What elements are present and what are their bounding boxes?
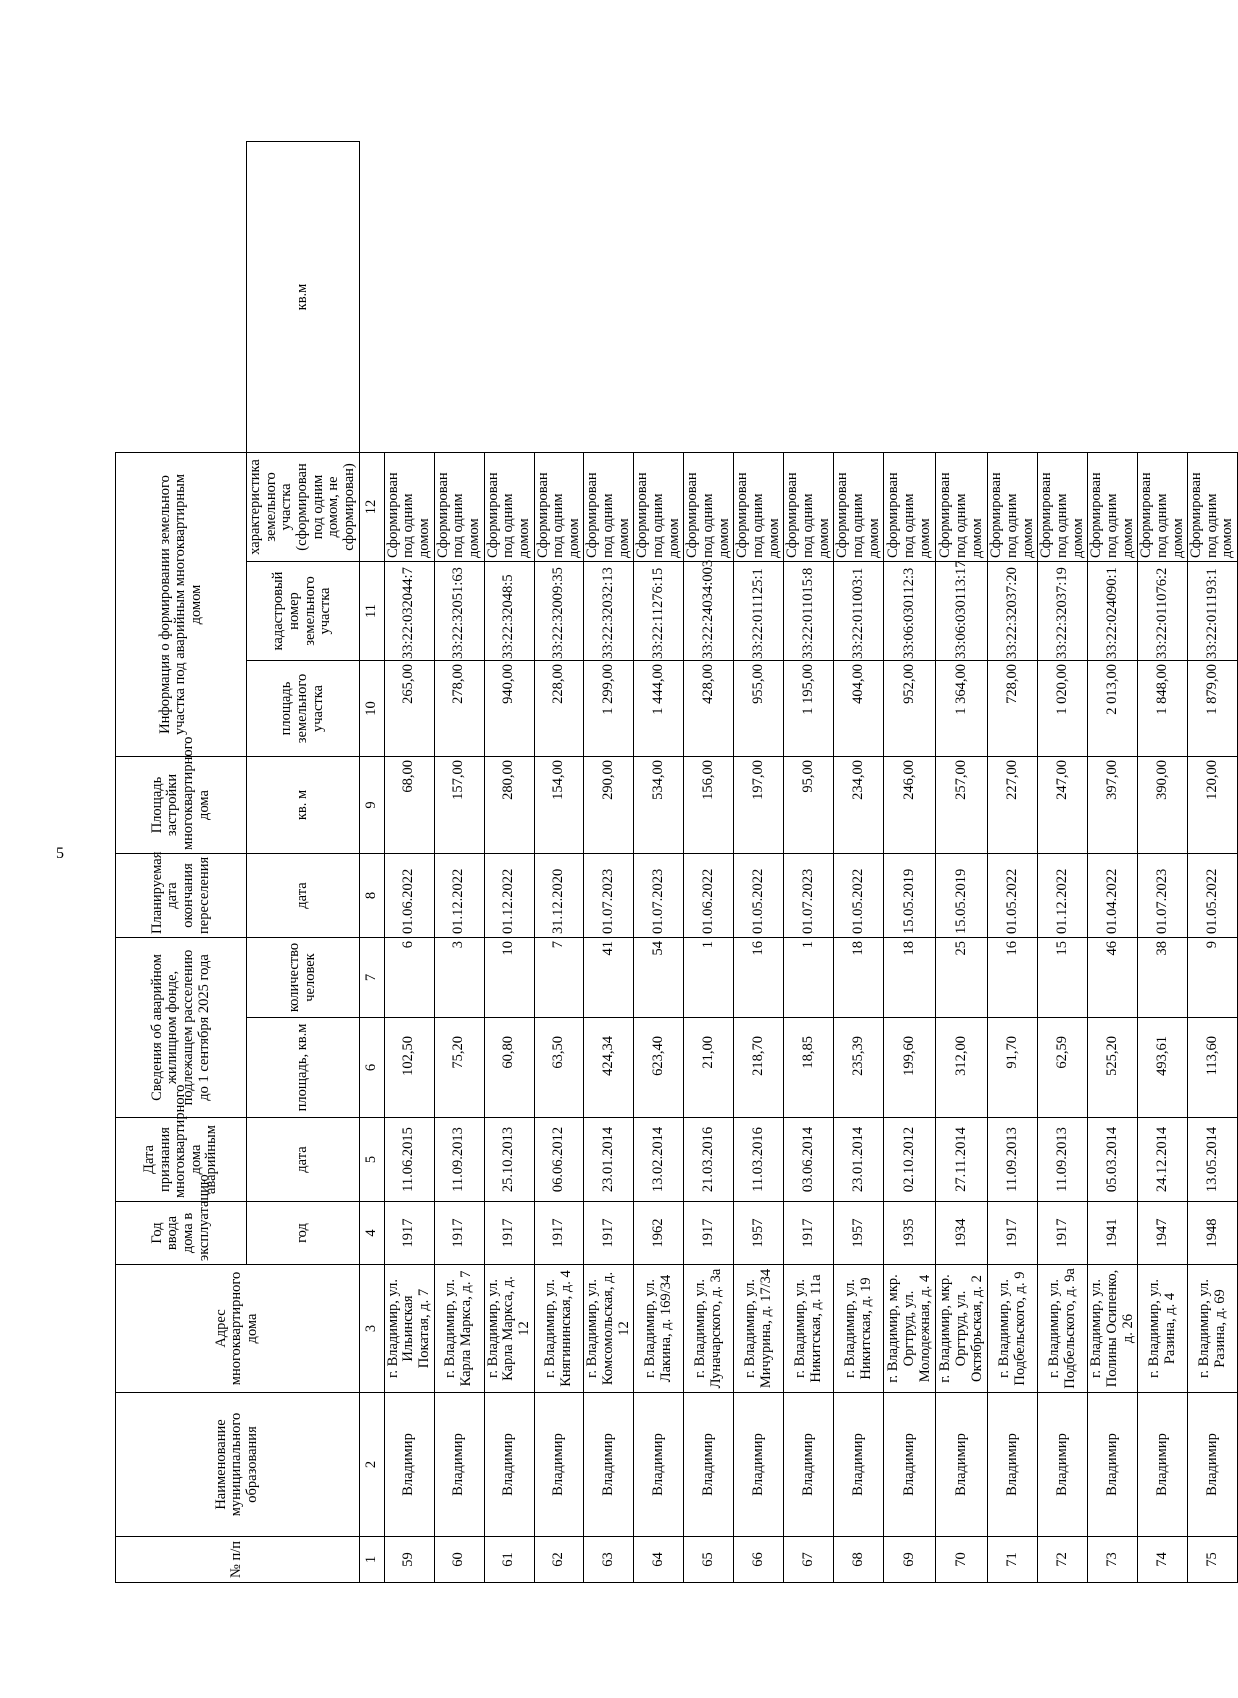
address-cell: г. Владимир, ул. Карла Маркса, д. 7 bbox=[434, 1265, 484, 1393]
year-cell: 1962 bbox=[634, 1202, 684, 1265]
row-number: 61 bbox=[484, 1537, 534, 1583]
planned-date-cell: 01.07.2023 bbox=[584, 854, 634, 938]
recognition-date-cell: 24.12.2014 bbox=[1138, 1118, 1188, 1202]
column-number: 7 bbox=[359, 938, 384, 1018]
recognition-date-cell: 11.09.2013 bbox=[434, 1118, 484, 1202]
year-cell: 1917 bbox=[784, 1202, 834, 1265]
header-col-cadastral-number: кадастровый номер земельного участка bbox=[247, 562, 360, 661]
municipality-cell: Владимир bbox=[484, 1393, 534, 1537]
column-number: 10 bbox=[359, 661, 384, 757]
people-count-cell: 16 bbox=[734, 938, 784, 1018]
cadastral-number-cell: 33:06:030112:3 bbox=[884, 562, 936, 661]
emergency-area-cell: 218,70 bbox=[734, 1018, 784, 1118]
table-body bbox=[359, 142, 1238, 1583]
land-characteristic-cell: Сформирован под одним домом bbox=[734, 452, 784, 561]
building-area-cell: 234,00 bbox=[834, 757, 884, 854]
cadastral-number-cell: 33:22:032044:7 bbox=[384, 562, 434, 661]
land-characteristic-cell: Сформирован под одним домом bbox=[784, 452, 834, 561]
planned-date-cell: 01.07.2023 bbox=[634, 854, 684, 938]
row-number: 60 bbox=[434, 1537, 484, 1583]
land-area-cell: 728,00 bbox=[988, 661, 1038, 757]
year-cell: 1935 bbox=[884, 1202, 936, 1265]
address-cell: г. Владимир, ул. Ильинская Покатая, д. 7 bbox=[384, 1265, 434, 1393]
recognition-date-cell: 25.10.2013 bbox=[484, 1118, 534, 1202]
cadastral-number-cell: 33:22:011193:1 bbox=[1188, 562, 1238, 661]
emergency-area-cell: 75,20 bbox=[434, 1018, 484, 1118]
emergency-area-cell: 21,00 bbox=[684, 1018, 734, 1118]
land-area-cell: 1 444,00 bbox=[634, 661, 684, 757]
recognition-date-cell: 06.06.2012 bbox=[534, 1118, 584, 1202]
land-area-cell: 228,00 bbox=[534, 661, 584, 757]
building-area-cell: 157,00 bbox=[434, 757, 484, 854]
building-area-cell: 290,00 bbox=[584, 757, 634, 854]
planned-date-cell: 31.12.2020 bbox=[534, 854, 584, 938]
year-cell: 1948 bbox=[1188, 1202, 1238, 1265]
column-number: 5 bbox=[359, 1118, 384, 1202]
recognition-date-cell: 21.03.2016 bbox=[684, 1118, 734, 1202]
people-count-cell: 25 bbox=[936, 938, 988, 1018]
emergency-area-cell: 62,59 bbox=[1038, 1018, 1088, 1118]
column-number: 1 bbox=[359, 1537, 384, 1583]
row-number: 71 bbox=[988, 1537, 1038, 1583]
planned-date-cell: 01.12.2022 bbox=[484, 854, 534, 938]
address-cell: г. Владимир, ул. Комсомольская, д. 12 bbox=[584, 1265, 634, 1393]
land-characteristic-cell: Сформирован под одним домом bbox=[1188, 452, 1238, 561]
people-count-cell: 3 bbox=[434, 938, 484, 1018]
header-unit-year: год bbox=[247, 1202, 360, 1265]
table-row bbox=[634, 142, 684, 1583]
header-col-number: № п/п bbox=[116, 1537, 360, 1583]
column-number: 2 bbox=[359, 1393, 384, 1537]
land-characteristic-cell: Сформирован под одним домом bbox=[936, 452, 988, 561]
land-area-cell: 1 364,00 bbox=[936, 661, 988, 757]
header-unit-land-area: кв.м bbox=[247, 142, 360, 453]
page-number: 5 bbox=[56, 845, 64, 862]
row-number: 69 bbox=[884, 1537, 936, 1583]
header-group-emergency-fund: Сведения об аварийном жилищном фонде, подлежащем расселению до 1 сентября 2025 года bbox=[116, 938, 247, 1118]
recognition-date-cell: 27.11.2014 bbox=[936, 1118, 988, 1202]
municipality-cell: Владимир bbox=[936, 1393, 988, 1537]
people-count-cell: 1 bbox=[684, 938, 734, 1018]
emergency-area-cell: 63,50 bbox=[534, 1018, 584, 1118]
rotated-table-container bbox=[115, 141, 1236, 1583]
land-characteristic-cell: Сформирован под одним домом bbox=[988, 452, 1038, 561]
column-number: 4 bbox=[359, 1202, 384, 1265]
emergency-area-cell: 312,00 bbox=[936, 1018, 988, 1118]
municipality-cell: Владимир bbox=[634, 1393, 684, 1537]
land-characteristic-cell: Сформирован под одним домом bbox=[1138, 452, 1188, 561]
land-characteristic-cell: Сформирован под одним домом bbox=[434, 452, 484, 561]
emergency-area-cell: 424,34 bbox=[584, 1018, 634, 1118]
year-cell: 1917 bbox=[684, 1202, 734, 1265]
land-characteristic-cell: Сформирован под одним домом bbox=[684, 452, 734, 561]
row-number: 66 bbox=[734, 1537, 784, 1583]
building-area-cell: 156,00 bbox=[684, 757, 734, 854]
municipality-cell: Владимир bbox=[1188, 1393, 1238, 1537]
cadastral-number-cell: 33:22:32037:20 bbox=[988, 562, 1038, 661]
municipality-cell: Владимир bbox=[684, 1393, 734, 1537]
building-area-cell: 397,00 bbox=[1088, 757, 1138, 854]
land-area-cell: 404,00 bbox=[834, 661, 884, 757]
emergency-housing-table bbox=[115, 141, 1238, 1583]
row-number: 62 bbox=[534, 1537, 584, 1583]
people-count-cell: 16 bbox=[988, 938, 1038, 1018]
people-count-cell: 15 bbox=[1038, 938, 1088, 1018]
people-count-cell: 7 bbox=[534, 938, 584, 1018]
recognition-date-cell: 11.03.2016 bbox=[734, 1118, 784, 1202]
row-number: 59 bbox=[384, 1537, 434, 1583]
people-count-cell: 38 bbox=[1138, 938, 1188, 1018]
land-area-cell: 952,00 bbox=[884, 661, 936, 757]
cadastral-number-cell: 33:22:011003:1 bbox=[834, 562, 884, 661]
recognition-date-cell: 11.09.2013 bbox=[988, 1118, 1038, 1202]
table-row bbox=[1188, 142, 1238, 1583]
cadastral-number-cell: 33:22:011125:1 bbox=[734, 562, 784, 661]
land-area-cell: 278,00 bbox=[434, 661, 484, 757]
cadastral-number-cell: 33:22:32009:35 bbox=[534, 562, 584, 661]
land-characteristic-cell: Сформирован под одним домом bbox=[484, 452, 534, 561]
planned-date-cell: 01.07.2023 bbox=[1138, 854, 1188, 938]
building-area-cell: 154,00 bbox=[534, 757, 584, 854]
address-cell: г. Владимир, мкр. Оргтруд, ул. Октябрьская, д. 2 bbox=[936, 1265, 988, 1393]
address-cell: г. Владимир, ул. Полины Осипенко, д. 26 bbox=[1088, 1265, 1138, 1393]
planned-date-cell: 01.05.2022 bbox=[988, 854, 1038, 938]
table-row bbox=[484, 142, 534, 1583]
emergency-area-cell: 493,61 bbox=[1138, 1018, 1188, 1118]
address-cell: г. Владимир, мкр. Оргтруд, ул. Молодежная, д. 4 bbox=[884, 1265, 936, 1393]
column-number: 9 bbox=[359, 757, 384, 854]
year-cell: 1941 bbox=[1088, 1202, 1138, 1265]
municipality-cell: Владимир bbox=[1038, 1393, 1088, 1537]
recognition-date-cell: 23.01.2014 bbox=[834, 1118, 884, 1202]
address-cell: г. Владимир, ул. Лакина, д. 169/34 bbox=[634, 1265, 684, 1393]
emergency-area-cell: 91,70 bbox=[988, 1018, 1038, 1118]
land-area-cell: 1 195,00 bbox=[784, 661, 834, 757]
header-col-year: Год ввода дома в эксплуатацию bbox=[116, 1202, 247, 1265]
address-cell: г. Владимир, ул. Карла Маркса, д. 12 bbox=[484, 1265, 534, 1393]
planned-date-cell: 01.12.2022 bbox=[434, 854, 484, 938]
cadastral-number-cell: 33:22:011015:8 bbox=[784, 562, 834, 661]
emergency-area-cell: 199,60 bbox=[884, 1018, 936, 1118]
row-number: 67 bbox=[784, 1537, 834, 1583]
building-area-cell: 534,00 bbox=[634, 757, 684, 854]
year-cell: 1917 bbox=[1038, 1202, 1088, 1265]
cadastral-number-cell: 33:22:011076:2 bbox=[1138, 562, 1188, 661]
row-number: 63 bbox=[584, 1537, 634, 1583]
emergency-area-cell: 102,50 bbox=[384, 1018, 434, 1118]
table-row bbox=[684, 142, 734, 1583]
header-unit-people: количество человек bbox=[247, 938, 360, 1018]
address-cell: г. Владимир, ул. Мичурина, д. 17/34 bbox=[734, 1265, 784, 1393]
land-area-cell: 1 020,00 bbox=[1038, 661, 1088, 757]
address-cell: г. Владимир, ул. Никитская, д. 19 bbox=[834, 1265, 884, 1393]
row-number: 70 bbox=[936, 1537, 988, 1583]
people-count-cell: 6 bbox=[384, 938, 434, 1018]
table-row bbox=[384, 142, 434, 1583]
municipality-cell: Владимир bbox=[734, 1393, 784, 1537]
year-cell: 1917 bbox=[584, 1202, 634, 1265]
header-unit-area: площадь, кв.м bbox=[247, 1018, 360, 1118]
people-count-cell: 10 bbox=[484, 938, 534, 1018]
land-characteristic-cell: Сформирован под одним домом bbox=[1088, 452, 1138, 561]
table-row bbox=[936, 142, 988, 1583]
recognition-date-cell: 13.05.2014 bbox=[1188, 1118, 1238, 1202]
municipality-cell: Владимир bbox=[534, 1393, 584, 1537]
people-count-cell: 9 bbox=[1188, 938, 1238, 1018]
header-col-address: Адрес многоквартирного дома bbox=[116, 1265, 360, 1393]
emergency-area-cell: 60,80 bbox=[484, 1018, 534, 1118]
year-cell: 1947 bbox=[1138, 1202, 1188, 1265]
header-unit-plan-date: дата bbox=[247, 854, 360, 938]
municipality-cell: Владимир bbox=[1138, 1393, 1188, 1537]
land-characteristic-cell: Сформирован под одним домом bbox=[584, 452, 634, 561]
recognition-date-cell: 05.03.2014 bbox=[1088, 1118, 1138, 1202]
land-characteristic-cell: Сформирован под одним домом bbox=[634, 452, 684, 561]
header-col-planned-date: Планируемая дата окончания переселения bbox=[116, 854, 247, 938]
header-group-land-plot: Информация о формировании земельного участка под аварийным многоквартирным домом bbox=[116, 452, 247, 756]
people-count-cell: 46 bbox=[1088, 938, 1138, 1018]
cadastral-number-cell: 33:22:024090:1 bbox=[1088, 562, 1138, 661]
header-col-land-area: площадь земельного участка bbox=[247, 661, 360, 757]
recognition-date-cell: 11.09.2013 bbox=[1038, 1118, 1088, 1202]
year-cell: 1917 bbox=[434, 1202, 484, 1265]
land-characteristic-cell: Сформирован под одним домом bbox=[834, 452, 884, 561]
planned-date-cell: 15.05.2019 bbox=[884, 854, 936, 938]
building-area-cell: 280,00 bbox=[484, 757, 534, 854]
recognition-date-cell: 13.02.2014 bbox=[634, 1118, 684, 1202]
header-unit-build-area: кв. м bbox=[247, 757, 360, 854]
row-number: 65 bbox=[684, 1537, 734, 1583]
address-cell: г. Владимир, ул. Луначарского, д. 3а bbox=[684, 1265, 734, 1393]
emergency-area-cell: 18,85 bbox=[784, 1018, 834, 1118]
people-count-cell: 18 bbox=[884, 938, 936, 1018]
header-col-land-characteristic: характеристика земельного участка (сформирован под одним домом, не сформирован) bbox=[247, 452, 360, 561]
building-area-cell: 68,00 bbox=[384, 757, 434, 854]
cadastral-number-cell: 33:06:030113:17 bbox=[936, 562, 988, 661]
year-cell: 1917 bbox=[484, 1202, 534, 1265]
planned-date-cell: 01.05.2022 bbox=[834, 854, 884, 938]
column-number: 6 bbox=[359, 1018, 384, 1118]
address-cell: г. Владимир, ул. Подбельского, д. 9 bbox=[988, 1265, 1038, 1393]
building-area-cell: 95,00 bbox=[784, 757, 834, 854]
municipality-cell: Владимир bbox=[988, 1393, 1038, 1537]
land-area-cell: 428,00 bbox=[684, 661, 734, 757]
municipality-cell: Владимир bbox=[584, 1393, 634, 1537]
recognition-date-cell: 11.06.2015 bbox=[384, 1118, 434, 1202]
building-area-cell: 257,00 bbox=[936, 757, 988, 854]
planned-date-cell: 01.07.2023 bbox=[784, 854, 834, 938]
building-area-cell: 197,00 bbox=[734, 757, 784, 854]
cadastral-number-cell: 33:22:32051:63 bbox=[434, 562, 484, 661]
emergency-area-cell: 113,60 bbox=[1188, 1018, 1238, 1118]
municipality-cell: Владимир bbox=[884, 1393, 936, 1537]
planned-date-cell: 15.05.2019 bbox=[936, 854, 988, 938]
table-row bbox=[584, 142, 634, 1583]
land-area-cell: 1 848,00 bbox=[1138, 661, 1188, 757]
planned-date-cell: 01.06.2022 bbox=[684, 854, 734, 938]
table-row bbox=[784, 142, 834, 1583]
building-area-cell: 390,00 bbox=[1138, 757, 1188, 854]
people-count-cell: 18 bbox=[834, 938, 884, 1018]
municipality-cell: Владимир bbox=[784, 1393, 834, 1537]
header-unit-date: дата bbox=[247, 1118, 360, 1202]
address-cell: г. Владимир, ул. Подбельского, д. 9а bbox=[1038, 1265, 1088, 1393]
row-number: 73 bbox=[1088, 1537, 1138, 1583]
land-area-cell: 265,00 bbox=[384, 661, 434, 757]
planned-date-cell: 01.05.2022 bbox=[734, 854, 784, 938]
municipality-cell: Владимир bbox=[1088, 1393, 1138, 1537]
emergency-area-cell: 235,39 bbox=[834, 1018, 884, 1118]
table-row bbox=[834, 142, 884, 1583]
land-area-cell: 2 013,00 bbox=[1088, 661, 1138, 757]
municipality-cell: Владимир bbox=[834, 1393, 884, 1537]
cadastral-number-cell: 33:22:32037:19 bbox=[1038, 562, 1088, 661]
cadastral-number-cell: 33:22:11276:15 bbox=[634, 562, 684, 661]
table-row bbox=[884, 142, 936, 1583]
column-number-row bbox=[359, 142, 384, 1583]
recognition-date-cell: 02.10.2012 bbox=[884, 1118, 936, 1202]
header-col-municipality: Наименование муниципального образования bbox=[116, 1393, 360, 1537]
table-row bbox=[1138, 142, 1188, 1583]
column-number: 3 bbox=[359, 1265, 384, 1393]
year-cell: 1934 bbox=[936, 1202, 988, 1265]
year-cell: 1917 bbox=[384, 1202, 434, 1265]
land-characteristic-cell: Сформирован под одним домом bbox=[884, 452, 936, 561]
address-cell: г. Владимир, ул. Княгининская, д. 4 bbox=[534, 1265, 584, 1393]
cadastral-number-cell: 33:22:32048:5 bbox=[484, 562, 534, 661]
year-cell: 1917 bbox=[988, 1202, 1038, 1265]
row-number: 72 bbox=[1038, 1537, 1088, 1583]
column-number: 12 bbox=[359, 452, 384, 561]
cadastral-number-cell: 33:22:24034:003 bbox=[684, 562, 734, 661]
year-cell: 1957 bbox=[734, 1202, 784, 1265]
building-area-cell: 120,00 bbox=[1188, 757, 1238, 854]
planned-date-cell: 01.04.2022 bbox=[1088, 854, 1138, 938]
address-cell: г. Владимир, ул. Разина, д. 4 bbox=[1138, 1265, 1188, 1393]
people-count-cell: 54 bbox=[634, 938, 684, 1018]
table-row bbox=[1038, 142, 1088, 1583]
table-row bbox=[434, 142, 484, 1583]
municipality-cell: Владимир bbox=[434, 1393, 484, 1537]
table-row bbox=[1088, 142, 1138, 1583]
table-row bbox=[534, 142, 584, 1583]
header-col-recognition-date: Дата признания многоквартирного дома аварийным bbox=[116, 1118, 247, 1202]
land-area-cell: 940,00 bbox=[484, 661, 534, 757]
year-cell: 1917 bbox=[534, 1202, 584, 1265]
planned-date-cell: 01.06.2022 bbox=[384, 854, 434, 938]
emergency-area-cell: 623,40 bbox=[634, 1018, 684, 1118]
building-area-cell: 247,00 bbox=[1038, 757, 1088, 854]
table-row bbox=[988, 142, 1038, 1583]
header-col-building-area: Площадь застройки многоквартирного дома bbox=[116, 757, 247, 854]
column-number: 8 bbox=[359, 854, 384, 938]
building-area-cell: 246,00 bbox=[884, 757, 936, 854]
municipality-cell: Владимир bbox=[384, 1393, 434, 1537]
address-cell: г. Владимир, ул. Никитская, д. 11а bbox=[784, 1265, 834, 1393]
address-cell: г. Владимир, ул. Разина, д. 69 bbox=[1188, 1265, 1238, 1393]
emergency-area-cell: 525,20 bbox=[1088, 1018, 1138, 1118]
land-area-cell: 1 879,00 bbox=[1188, 661, 1238, 757]
cadastral-number-cell: 33:22:32032:13 bbox=[584, 562, 634, 661]
row-number: 68 bbox=[834, 1537, 884, 1583]
column-number: 11 bbox=[359, 562, 384, 661]
land-characteristic-cell: Сформирован под одним домом bbox=[534, 452, 584, 561]
land-area-cell: 955,00 bbox=[734, 661, 784, 757]
planned-date-cell: 01.05.2022 bbox=[1188, 854, 1238, 938]
recognition-date-cell: 03.06.2014 bbox=[784, 1118, 834, 1202]
recognition-date-cell: 23.01.2014 bbox=[584, 1118, 634, 1202]
people-count-cell: 41 bbox=[584, 938, 634, 1018]
building-area-cell: 227,00 bbox=[988, 757, 1038, 854]
row-number: 64 bbox=[634, 1537, 684, 1583]
land-characteristic-cell: Сформирован под одним домом bbox=[384, 452, 434, 561]
people-count-cell: 1 bbox=[784, 938, 834, 1018]
row-number: 74 bbox=[1138, 1537, 1188, 1583]
planned-date-cell: 01.12.2022 bbox=[1038, 854, 1088, 938]
table-row bbox=[734, 142, 784, 1583]
row-number: 75 bbox=[1188, 1537, 1238, 1583]
year-cell: 1957 bbox=[834, 1202, 884, 1265]
land-area-cell: 1 299,00 bbox=[584, 661, 634, 757]
land-characteristic-cell: Сформирован под одним домом bbox=[1038, 452, 1088, 561]
